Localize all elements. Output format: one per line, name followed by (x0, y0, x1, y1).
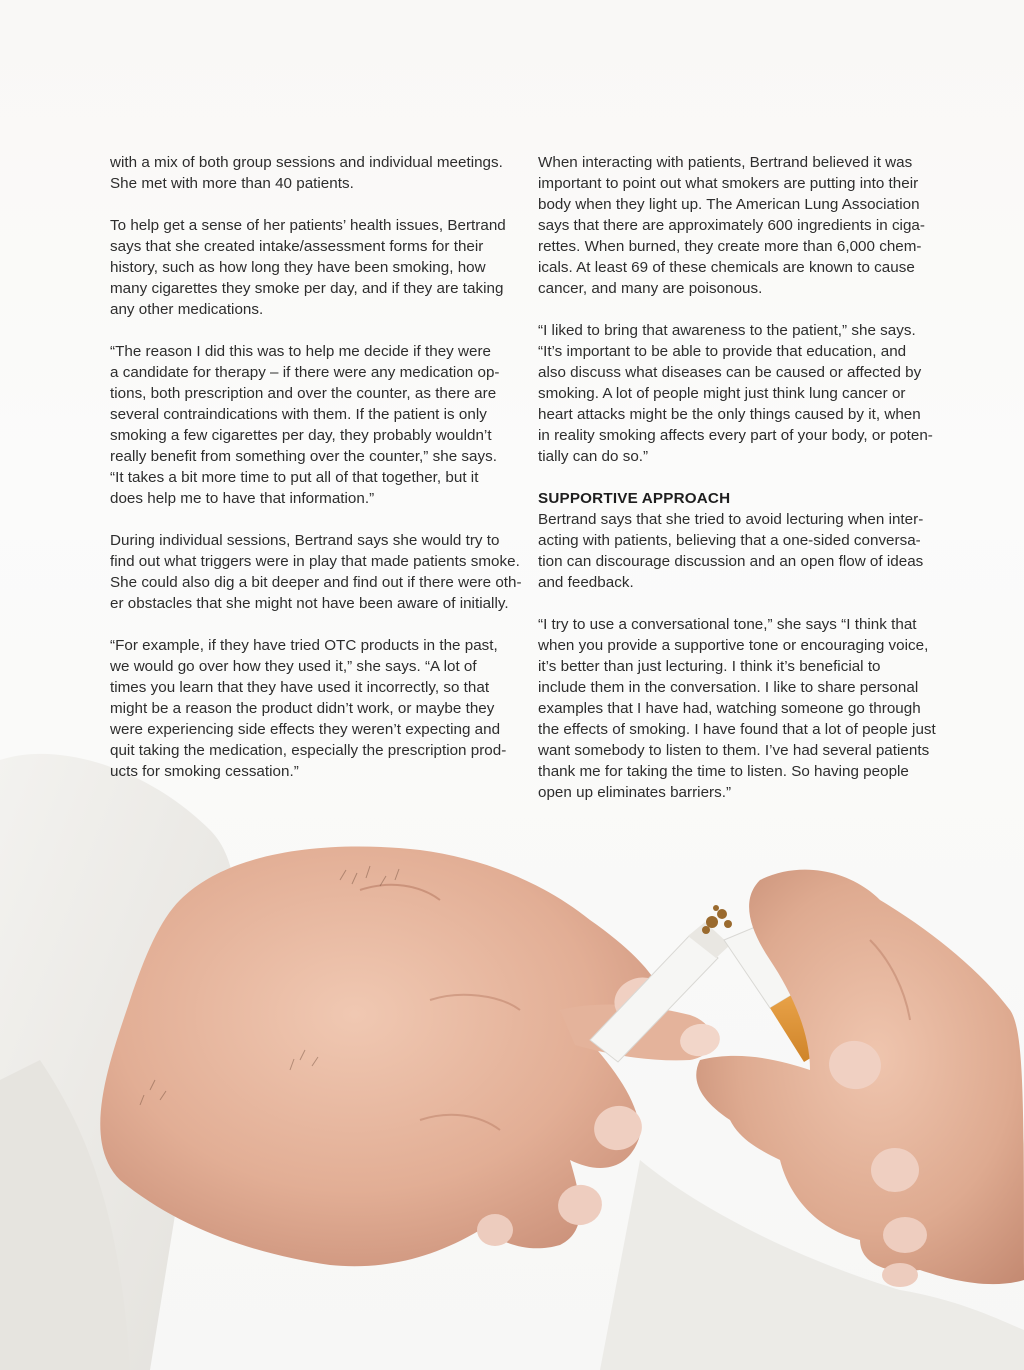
right-text-column (538, 152, 948, 824)
text-line: were experiencing side effects they weren’t expecting and (110, 721, 501, 738)
text-line: “I try to use a conversational tone,” she says “I think that (538, 616, 917, 633)
text-line: tions, both prescription and over the counter, as there are (110, 385, 497, 402)
text-line: might be a reason the product didn’t work, or maybe they (110, 700, 495, 717)
text-line: “I liked to bring that awareness to the patient,” she says. (538, 322, 916, 339)
text-line: When interacting with patients, Bertrand believed it was (538, 154, 913, 171)
text-line: says that there are approximately 600 ingredients in ciga- (538, 217, 925, 234)
text-line: and feedback. (538, 574, 634, 591)
quote-paragraph (538, 614, 948, 803)
text-line: important to point out what smokers are putting into their (538, 175, 919, 192)
text-line: times you learn that they have used it incorrectly, so that (110, 679, 490, 696)
text-line: “The reason I did this was to help me decide if they were (110, 343, 492, 360)
text-line: Bertrand says that she tried to avoid lecturing when inter- (538, 511, 924, 528)
section-supportive-approach (538, 488, 948, 593)
text-line: “It takes a bit more time to put all of that together, but it (110, 469, 479, 486)
text-line: also discuss what diseases can be caused or affected by (538, 364, 922, 381)
left-text-column (110, 152, 522, 803)
text-line: in reality smoking affects every part of your body, or poten- (538, 427, 933, 444)
text-line: body when they light up. The American Lung Association (538, 196, 920, 213)
text-line: To help get a sense of her patients’ health issues, Bertrand (110, 217, 506, 234)
text-line: During individual sessions, Bertrand says she would try to (110, 532, 500, 549)
quote-paragraph (538, 320, 948, 467)
text-line: several contraindications with them. If the patient is only (110, 406, 487, 423)
text-line: tion can discourage discussion and an open flow of ideas (538, 553, 924, 570)
paragraph (110, 215, 522, 320)
text-line: “For example, if they have tried OTC products in the past, (110, 637, 498, 654)
text-line: er obstacles that she might not have been aware of initially. (110, 595, 509, 612)
text-line: quit taking the medication, especially the prescription prod- (110, 742, 507, 759)
text-line: find out what triggers were in play that made patients smoke. (110, 553, 520, 570)
text-line: tially can do so.” (538, 448, 649, 465)
text-line: She met with more than 40 patients. (110, 175, 354, 192)
quote-paragraph (110, 635, 522, 782)
quote-paragraph (110, 341, 522, 509)
text-line: really benefit from something over the counter,” she says. (110, 448, 497, 465)
text-line: thank me for taking the time to listen. So having people (538, 763, 909, 780)
text-line: ucts for smoking cessation.” (110, 763, 299, 780)
text-line: include them in the conversation. I like to share personal (538, 679, 919, 696)
text-line: open up eliminates barriers.” (538, 784, 732, 801)
text-line: smoking a few cigarettes per day, they probably wouldn’t (110, 427, 492, 444)
text-line: icals. At least 69 of these chemicals are known to cause (538, 259, 915, 276)
paragraph (110, 152, 522, 194)
text-line: we would go over how they used it,” she says. “A lot of (110, 658, 477, 675)
text-line: any other medications. (110, 301, 264, 318)
text-line: heart attacks might be the only things caused by it, when (538, 406, 921, 423)
text-line: when you provide a supportive tone or encouraging voice, (538, 637, 929, 654)
text-line: says that she created intake/assessment forms for their (110, 238, 484, 255)
text-line: cancer, and many are poisonous. (538, 280, 763, 297)
text-line: does help me to have that information.” (110, 490, 375, 507)
text-line: smoking. A lot of people might just think lung cancer or (538, 385, 906, 402)
text-line: many cigarettes they smoke per day, and if they are taking (110, 280, 504, 297)
text-line: She could also dig a bit deeper and find out if there were oth- (110, 574, 522, 591)
text-line: acting with patients, believing that a one-sided conversa- (538, 532, 921, 549)
text-line: want somebody to listen to them. I’ve had several patients (538, 742, 930, 759)
text-line: examples that I have had, watching someone go through (538, 700, 921, 717)
paragraph (538, 152, 948, 299)
text-line: rettes. When burned, they create more than 6,000 chem- (538, 238, 922, 255)
text-line: “It’s important to be able to provide that education, and (538, 343, 907, 360)
text-line: history, such as how long they have been smoking, how (110, 259, 486, 276)
section-heading: SUPPORTIVE APPROACH (538, 490, 731, 507)
paragraph (110, 530, 522, 614)
text-line: the effects of smoking. I have found that a lot of people just (538, 721, 936, 738)
text-line: it’s better than just lecturing. I think it’s beneficial to (538, 658, 881, 675)
text-line: with a mix of both group sessions and individual meetings. (110, 154, 503, 171)
text-line: a candidate for therapy – if there were any medication op- (110, 364, 500, 381)
